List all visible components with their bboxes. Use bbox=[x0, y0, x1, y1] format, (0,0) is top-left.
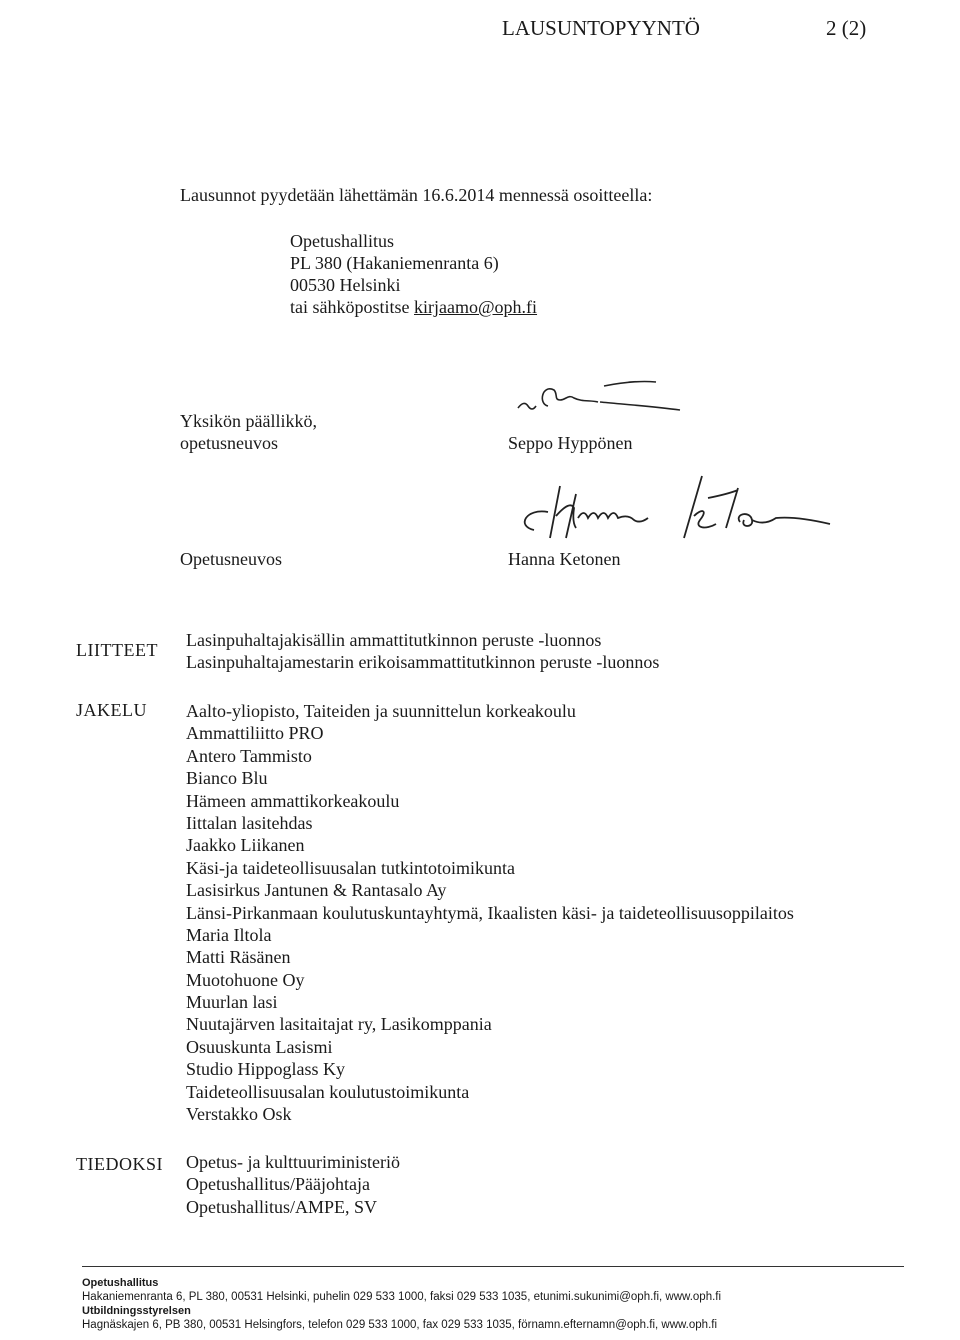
info-item: Opetushallitus/AMPE, SV bbox=[186, 1196, 378, 1217]
distribution-item: Lasisirkus Jantunen & Rantasalo Ay bbox=[186, 880, 447, 901]
email-line bbox=[290, 296, 537, 318]
info-list bbox=[186, 1151, 400, 1218]
signer-1-name: Seppo Hyppönen bbox=[508, 433, 633, 453]
signer-1-role: Yksikön päällikkö, bbox=[180, 411, 317, 431]
distribution-item: Bianco Blu bbox=[186, 768, 268, 789]
attachment-item: Lasinpuhaltajamestarin erikoisammattitutkinnon peruste -luonnos bbox=[186, 652, 660, 673]
footer bbox=[82, 1276, 721, 1332]
request-intro: Lausunnot pyydetään lähettämän 16.6.2014 mennessä osoitteella: bbox=[180, 185, 653, 205]
distribution-item: Iittalan lasitehdas bbox=[186, 812, 313, 833]
document-title: LAUSUNTOPYYNTÖ bbox=[502, 16, 700, 40]
distribution-item: Muurlan lasi bbox=[186, 992, 278, 1013]
address-line-2: PL 380 (Hakaniemenranta 6) bbox=[290, 253, 499, 273]
footer-address-fi: Hakaniemenranta 6, PL 380, 00531 Helsinki, puhelin 029 533 1000, faksi 029 533 1035, etunimi.sukunimi@oph.fi, www.oph.fi bbox=[82, 1291, 722, 1303]
distribution-item: Aalto-yliopisto, Taiteiden ja suunnittelun korkeakoulu bbox=[186, 701, 576, 721]
signature-hanna-ketonen bbox=[508, 468, 836, 550]
footer-org-fi: Opetushallitus bbox=[82, 1277, 159, 1289]
signature-seppo-hypponen bbox=[508, 378, 686, 418]
info-item: Opetushallitus/Pääjohtaja bbox=[186, 1174, 370, 1195]
address-line-1: Opetushallitus bbox=[290, 231, 394, 251]
signer-1-role-2: opetusneuvos bbox=[180, 433, 278, 453]
info-item: Opetus- ja kulttuuriministeriö bbox=[186, 1152, 400, 1172]
attachments-list bbox=[186, 629, 659, 674]
distribution-item: Studio Hippoglass Ky bbox=[186, 1059, 346, 1080]
signer-2-name: Hanna Ketonen bbox=[508, 549, 621, 569]
email-link[interactable]: kirjaamo@oph.fi bbox=[414, 297, 538, 317]
distribution-item: Verstakko Osk bbox=[186, 1104, 292, 1125]
footer-address-sv: Hagnäskajen 6, PB 380, 00531 Helsingfors, telefon 029 533 1000, fax 029 533 1035, förnamn.efternamn@oph.fi, www.oph.fi bbox=[82, 1319, 718, 1331]
distribution-item: Hämeen ammattikorkeakoulu bbox=[186, 790, 400, 811]
distribution-item: Matti Räsänen bbox=[186, 947, 291, 968]
distribution-item: Maria Iltola bbox=[186, 924, 272, 945]
distribution-item: Länsi-Pirkanmaan koulutuskuntayhtymä, Ikaalisten käsi- ja taideteollisuusoppilaitos bbox=[186, 902, 794, 923]
info-label: TIEDOKSI bbox=[76, 1154, 163, 1174]
distribution-item: Osuuskunta Lasismi bbox=[186, 1036, 333, 1057]
email-prefix: tai sähköpostitse bbox=[290, 297, 414, 317]
footer-divider bbox=[82, 1266, 904, 1267]
attachments-label: LIITTEET bbox=[76, 640, 158, 660]
distribution-item: Käsi-ja taideteollisuusalan tutkintotoimikunta bbox=[186, 857, 515, 878]
distribution-item: Muotohuone Oy bbox=[186, 969, 305, 990]
footer-org-sv: Utbildningsstyrelsen bbox=[82, 1305, 191, 1317]
attachment-item: Lasinpuhaltajakisällin ammattitutkinnon peruste -luonnos bbox=[186, 630, 602, 650]
signer-2-role: Opetusneuvos bbox=[180, 549, 282, 569]
distribution-label: JAKELU bbox=[76, 700, 147, 720]
distribution-item: Ammattiliitto PRO bbox=[186, 723, 324, 744]
distribution-item: Taideteollisuusalan koulutustoimikunta bbox=[186, 1081, 470, 1102]
distribution-item: Nuutajärven lasitaitajat ry, Lasikomppania bbox=[186, 1014, 492, 1035]
address-line-3: 00530 Helsinki bbox=[290, 275, 401, 295]
distribution-item: Jaakko Liikanen bbox=[186, 835, 305, 856]
page-number: 2 (2) bbox=[826, 16, 867, 40]
distribution-list bbox=[186, 700, 794, 1125]
distribution-item: Antero Tammisto bbox=[186, 745, 312, 766]
